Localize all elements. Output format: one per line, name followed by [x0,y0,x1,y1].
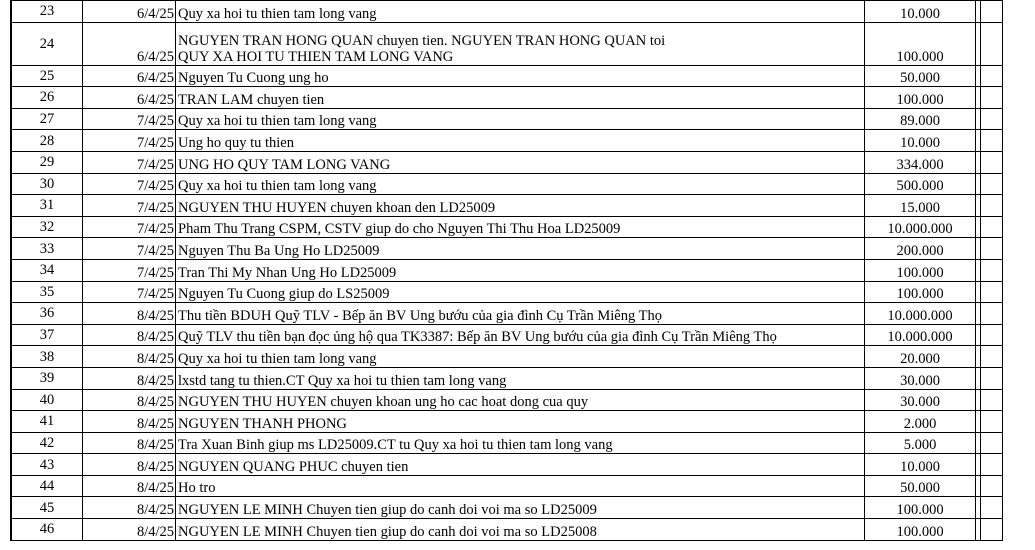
empty-cell [976,130,1003,152]
row-number: 36 [12,303,83,325]
row-amount: 10.000.000 [865,324,976,346]
row-amount: 50.000 [865,65,976,87]
description-line: Pham Thu Trang CSPM, CSTV giup do cho Nguyen Thi Thu Hoa LD25009 [178,221,621,238]
table-row [12,1,1003,23]
table-row [12,432,1003,454]
row-description [176,151,865,173]
empty-cell [976,346,1003,368]
row-date: 8/4/25 [83,475,176,497]
row-date: 8/4/25 [83,411,176,433]
row-amount: 15.000 [865,195,976,217]
row-description [176,519,865,541]
description-line: TRAN LAM chuyen tien [178,91,325,108]
row-date: 8/4/25 [83,324,176,346]
row-number: 44 [12,475,83,497]
row-description [176,411,865,433]
table-row [12,346,1003,368]
description-line: Tra Xuan Binh giup ms LD25009.CT tu Quy xa hoi tu thien tam long vang [178,437,613,454]
row-date: 6/4/25 [83,22,176,65]
row-number: 28 [12,130,83,152]
table-row [12,151,1003,173]
empty-cell [976,216,1003,238]
row-number: 40 [12,389,83,411]
empty-cell [976,259,1003,281]
description-line: NGUYEN THU HUYEN chuyen khoan ung ho cac hoat dong cua quy [178,394,589,411]
row-description [176,1,865,23]
empty-cell [976,432,1003,454]
table-row [12,519,1003,541]
description-line: QUY XA HOI TU THIEN TAM LONG VANG [178,48,454,65]
description-line: NGUYEN LE MINH Chuyen tien giup do canh doi voi ma so LD25009 [178,502,597,519]
description-line: Ung ho quy tu thien [178,134,294,151]
row-number: 24 [12,22,83,65]
row-number: 35 [12,281,83,303]
row-description [176,454,865,476]
table-row [12,303,1003,325]
description-line: NGUYEN THU HUYEN chuyen khoan den LD25009 [178,199,496,216]
empty-cell [976,238,1003,260]
table-row [12,216,1003,238]
row-description [176,346,865,368]
row-amount: 100.000 [865,519,976,541]
row-number: 32 [12,216,83,238]
row-date: 6/4/25 [83,1,176,23]
row-description [176,173,865,195]
empty-cell [976,173,1003,195]
row-description [176,65,865,87]
empty-cell [976,87,1003,109]
row-number: 43 [12,454,83,476]
row-number: 42 [12,432,83,454]
row-date: 7/4/25 [83,216,176,238]
row-date: 7/4/25 [83,195,176,217]
row-amount: 100.000 [865,259,976,281]
row-description [176,367,865,389]
description-line: UNG HO QUY TAM LONG VANG [178,156,391,173]
empty-cell [976,475,1003,497]
table-row [12,259,1003,281]
row-amount: 50.000 [865,475,976,497]
table-row [12,281,1003,303]
description-line: Nguyen Tu Cuong giup do LS25009 [178,286,390,303]
empty-cell [976,1,1003,23]
empty-cell [976,497,1003,519]
table-row [12,389,1003,411]
row-amount: 89.000 [865,108,976,130]
row-amount: 10.000 [865,454,976,476]
row-description [176,389,865,411]
table-row [12,87,1003,109]
description-line: NGUYEN TRAN HONG QUAN chuyen tien. NGUYEN TRAN HONG QUAN toi [178,32,666,49]
row-date: 6/4/25 [83,65,176,87]
row-date: 8/4/25 [83,497,176,519]
row-description [176,497,865,519]
empty-cell [976,22,1003,65]
row-date: 7/4/25 [83,130,176,152]
empty-cell [976,454,1003,476]
empty-cell [976,367,1003,389]
row-date: 7/4/25 [83,151,176,173]
description-line: NGUYEN LE MINH Chuyen tien giup do canh doi voi ma so LD25008 [178,523,597,540]
row-number: 26 [12,87,83,109]
row-date: 8/4/25 [83,454,176,476]
donation-ledger-sheet [10,0,981,541]
description-line: Quy xa hoi tu thien tam long vang [178,5,377,22]
row-amount: 100.000 [865,22,976,65]
description-line: Quy xa hoi tu thien tam long vang [178,113,377,130]
row-date: 7/4/25 [83,259,176,281]
empty-cell [976,324,1003,346]
row-date: 6/4/25 [83,87,176,109]
row-number: 39 [12,367,83,389]
row-description [176,303,865,325]
row-date: 7/4/25 [83,108,176,130]
ledger-body [12,1,1003,541]
row-amount: 500.000 [865,173,976,195]
row-number: 45 [12,497,83,519]
table-row [12,497,1003,519]
row-number: 23 [12,1,83,23]
row-amount: 100.000 [865,281,976,303]
row-amount: 100.000 [865,497,976,519]
description-line: Quy xa hoi tu thien tam long vang [178,178,377,195]
table-row [12,195,1003,217]
row-number: 25 [12,65,83,87]
row-date: 8/4/25 [83,389,176,411]
table-row [12,411,1003,433]
description-line: Nguyen Thu Ba Ung Ho LD25009 [178,242,380,259]
row-description [176,259,865,281]
row-description [176,22,865,65]
table-row [12,108,1003,130]
empty-cell [976,411,1003,433]
row-amount: 200.000 [865,238,976,260]
row-amount: 10.000 [865,130,976,152]
empty-cell [976,519,1003,541]
table-row [12,65,1003,87]
description-line: NGUYEN QUANG PHUC chuyen tien [178,458,409,475]
table-row [12,475,1003,497]
table-row [12,130,1003,152]
row-amount: 334.000 [865,151,976,173]
description-line: NGUYEN THANH PHONG [178,415,347,432]
row-number: 46 [12,519,83,541]
empty-cell [976,389,1003,411]
empty-cell [976,303,1003,325]
row-amount: 20.000 [865,346,976,368]
row-number: 38 [12,346,83,368]
row-description [176,130,865,152]
description-line: Quỹ TLV thu tiền bạn đọc ủng hộ qua TK3387: Bếp ăn BV Ung bướu của gia đình Cụ Trần Miêng Thọ [178,329,777,346]
description-line: lxstd tang tu thien.CT Quy xa hoi tu thien tam long vang [178,372,507,389]
row-date: 8/4/25 [83,519,176,541]
row-description [176,216,865,238]
table-row [12,22,1003,65]
row-amount: 10.000.000 [865,216,976,238]
row-number: 31 [12,195,83,217]
description-line: Thu tiền BDUH Quỹ TLV - Bếp ăn BV Ung bướu của gia đình Cụ Trần Miêng Thọ [178,307,662,324]
row-date: 8/4/25 [83,367,176,389]
row-number: 30 [12,173,83,195]
empty-cell [976,151,1003,173]
row-amount: 30.000 [865,367,976,389]
row-number: 37 [12,324,83,346]
row-amount: 10.000 [865,1,976,23]
table-row [12,454,1003,476]
donation-ledger-table [11,0,1003,541]
row-amount: 5.000 [865,432,976,454]
row-description [176,281,865,303]
row-date: 8/4/25 [83,432,176,454]
table-row [12,238,1003,260]
row-number: 33 [12,238,83,260]
empty-cell [976,65,1003,87]
row-number: 29 [12,151,83,173]
row-number: 41 [12,411,83,433]
empty-cell [976,281,1003,303]
row-description [176,87,865,109]
description-line: Nguyen Tu Cuong ung ho [178,70,329,87]
row-amount: 2.000 [865,411,976,433]
row-number: 27 [12,108,83,130]
table-row [12,367,1003,389]
row-description [176,324,865,346]
row-description [176,238,865,260]
table-row [12,173,1003,195]
row-description [176,195,865,217]
table-row [12,324,1003,346]
row-date: 7/4/25 [83,238,176,260]
row-date: 7/4/25 [83,173,176,195]
description-line: Tran Thi My Nhan Ung Ho LD25009 [178,264,397,281]
row-number: 34 [12,259,83,281]
row-amount: 10.000.000 [865,303,976,325]
row-date: 8/4/25 [83,303,176,325]
row-amount: 100.000 [865,87,976,109]
row-date: 7/4/25 [83,281,176,303]
empty-cell [976,108,1003,130]
row-amount: 30.000 [865,389,976,411]
row-date: 8/4/25 [83,346,176,368]
row-description [176,475,865,497]
empty-cell [976,195,1003,217]
row-description [176,432,865,454]
description-line: Quy xa hoi tu thien tam long vang [178,350,377,367]
row-description [176,108,865,130]
description-line: Ho tro [178,480,216,497]
